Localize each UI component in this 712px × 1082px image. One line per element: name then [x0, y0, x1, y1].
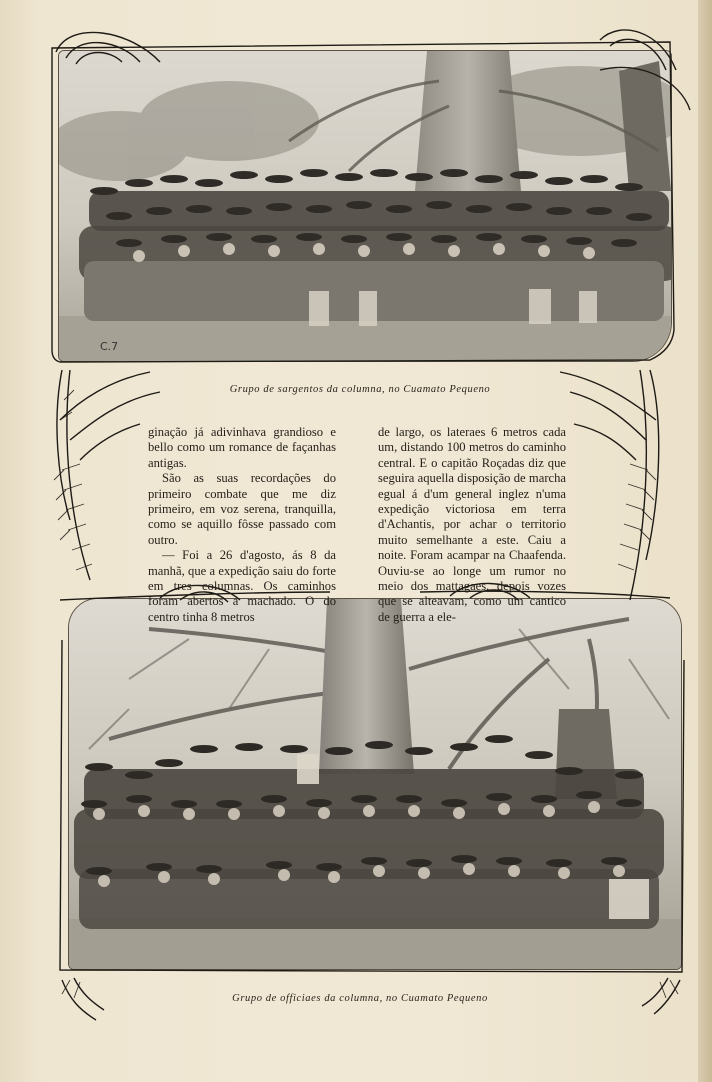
caption-officers: Grupo de officiaes da columna, no Cuamato Pequeno [232, 993, 488, 1004]
paragraph: — Foi a 26 d'agosto, ás 8 da manhã, que a expedição saiu do forte em tres columnas. Os caminhos foram abertos a machado. O do centro tinha 8 metros [148, 548, 336, 624]
article-column-left [148, 425, 336, 625]
paragraph: ginação já adivinhava grandioso e bello como um romance de façanhas antigas. [148, 425, 336, 470]
photo-plate-mark: C.7 [100, 340, 119, 353]
paragraph: de largo, os lateraes 6 metros cada um, distando 100 metros do caminho central. E o capitão Roçadas diz que seguira aquella disposição de marcha egual á d'um general inglez n'uma expedição victoriosa em terra d'Achantis, por achar o territorio muito semelhante a este. Caiu a noite. Foram acampar na Chaafenda. Ouviu-se ao longe um rumor no meio dos mattagaes, depois vozes que se alteavam, como um cantico de guerra a ele- [378, 425, 566, 624]
caption-sergeants: Grupo de sargentos da columna, no Cuamato Pequeno [229, 384, 491, 395]
paragraph: São as suas recordações do primeiro combate que me diz primeiro, em voz serena, tranquilla, como se aquillo fôsse passado com outro. [148, 471, 336, 547]
article-column-right [378, 425, 566, 625]
